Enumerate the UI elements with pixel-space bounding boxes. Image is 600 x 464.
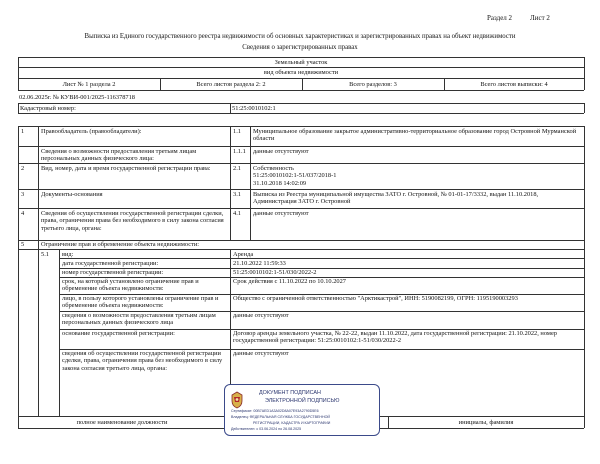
encumbrance-term-value: Срок действия с 11.10.2022 по 10.10.2027	[233, 278, 346, 285]
position-caption: полное наименование должности	[76, 419, 168, 426]
row-2-label: Вид, номер, дата и время государственной регистрации права:	[41, 165, 211, 172]
row-1-label: Правообладатель (правообладатели):	[41, 128, 142, 135]
row-5-number: 5	[21, 241, 25, 248]
encumbrance-basis-label: основание государственной регистрации:	[62, 330, 175, 337]
encumbrance-date-value: 21.10.2022 11:59:33	[233, 260, 286, 267]
encumbrance-consent-value: данные отсутствуют	[233, 350, 289, 357]
row-1-1-sub: 1.1.1	[233, 148, 246, 155]
section-label: Раздел 2	[487, 14, 513, 22]
sections-total: Всего разделов: 3	[349, 81, 397, 88]
row-3-value: Выписка из Реестра муниципальной имущества ЗАТО г. Островной, № 01-01-17/3332, выдан 11.10.2018, Администрация ЗАТО г. Островной	[253, 191, 539, 206]
sheets-total: Всего листов выписки: 4	[480, 81, 548, 88]
right-reg-datetime: 31.10.2018 14:02:09	[253, 179, 307, 187]
row-2-value	[251, 164, 583, 188]
emblem-icon	[230, 391, 244, 409]
encumbrance-basis-value: Договор аренды земельного участка, № 22-22, выдан 11.10.2022, дата государственной регистрации: 21.10.2022, номер государственной регистрации: 51:25:0010102:1-51/030/2022-2	[233, 330, 558, 345]
statement-date-number: 02.06.2025г. № КУВИ-001/2025-116378718	[19, 94, 136, 101]
row-2-sub: 2.1	[233, 165, 241, 172]
encumbrance-personal-data-value: данные отсутствуют	[233, 312, 289, 319]
document-title: Выписка из Единого государственного реестра недвижимости об основных характеристиках и зарегистрированных правах на объект недвижимости	[84, 33, 516, 40]
cadastral-value: 51:25:0010102:1	[232, 105, 276, 112]
row-4-sub: 4.1	[233, 210, 241, 217]
name-caption: инициалы, фамилия	[458, 419, 514, 426]
row-1-value: Муниципальное образование закрытое административно-территориальное образование город Островной Мурманской области	[253, 128, 577, 143]
row-3-label: Документы-основания	[41, 191, 103, 198]
row-2-number: 2	[21, 165, 25, 172]
encumbrance-beneficiary-label: лицо, в пользу которого установлены ограничение прав и обременение объекта недвижимости:	[62, 295, 219, 310]
row-1-number: 1	[21, 128, 25, 135]
sheet-of-section: Лист № 1 раздела 2	[62, 81, 116, 88]
row-4-number: 4	[21, 210, 25, 217]
object-kind-caption: вид объекта недвижимости	[263, 69, 339, 76]
electronic-signature-stamp	[224, 384, 380, 436]
right-reg-number: 51:25:0010102:1-51/037/2018-1	[253, 172, 337, 180]
sheet-label: Лист 2	[530, 14, 550, 22]
stamp-line-1: ДОКУМЕНТ ПОДПИСАН	[259, 390, 321, 396]
cadastral-label: Кадастровый номер:	[20, 105, 76, 112]
right-type: Собственность	[253, 165, 294, 172]
sheets-in-section: Всего листов раздела 2: 2	[196, 81, 266, 88]
stamp-validity: Действителен: с 03.06.2024 по 26.08.2025	[231, 427, 302, 431]
encumbrance-date-label: дата государственной регистрации:	[62, 260, 159, 267]
row-4-label: Сведения об осуществлении государственной регистрации сделки, права, ограничения права без необходимого в силу закона согласия третьего лица, органа:	[41, 210, 224, 232]
row-1-1-value: данные отсутствуют	[253, 148, 309, 155]
stamp-line-2: ЭЛЕКТРОННОЙ ПОДПИСЬЮ	[265, 398, 340, 404]
encumbrance-number-value: 51:25:0010102:1-51/030/2022-2	[233, 269, 317, 276]
row-3-sub: 3.1	[233, 191, 241, 198]
stamp-owner: Владелец: ФЕДЕРАЛЬНАЯ СЛУЖБА ГОСУДАРСТВЕННОЙ	[231, 415, 330, 419]
encumbrance-number-label: номер государственной регистрации:	[62, 269, 164, 276]
object-kind: Земельный участок	[274, 59, 328, 66]
encumbrance-consent-label: сведения об осуществлении государственной регистрации сделки, права, ограничения права без необходимого в силу закона согласия третьего лица, органа:	[62, 350, 223, 372]
row-5-label: Ограничение прав и обременение объекта недвижимости:	[41, 241, 200, 248]
document-subtitle: Сведения о зарегистрированных правах	[242, 44, 358, 51]
encumbrance-type-value: Аренда	[233, 251, 254, 258]
row-3-number: 3	[21, 191, 25, 198]
row-1-sub: 1.1	[233, 128, 241, 135]
encumbrance-beneficiary-value: Общество с ограниченной ответственностью "Арктикастрой", ИНН: 5190082199, ОГРН: 1195190003293	[233, 295, 518, 302]
encumbrance-type-label: вид:	[62, 251, 74, 258]
row-1-1-label: Сведения о возможности предоставления третьим лицам персональных данных физического лица:	[41, 148, 197, 163]
encumbrance-sub: 5.1	[41, 251, 49, 258]
row-4-value: данные отсутствуют	[253, 210, 309, 217]
encumbrance-personal-data-label: сведения о возможности предоставления третьим лицам персональных данных физического лица	[62, 312, 216, 327]
stamp-certificate: Сертификат: 00B7AED1A3A02D8A07E93A2790D5E6	[231, 409, 319, 413]
encumbrance-term-label: срок, на который установлено ограничение прав и обременение объекта недвижимости:	[62, 278, 199, 293]
stamp-owner-2: РЕГИСТРАЦИИ, КАДАСТРА И КАРТОГРАФИИ	[253, 421, 331, 425]
